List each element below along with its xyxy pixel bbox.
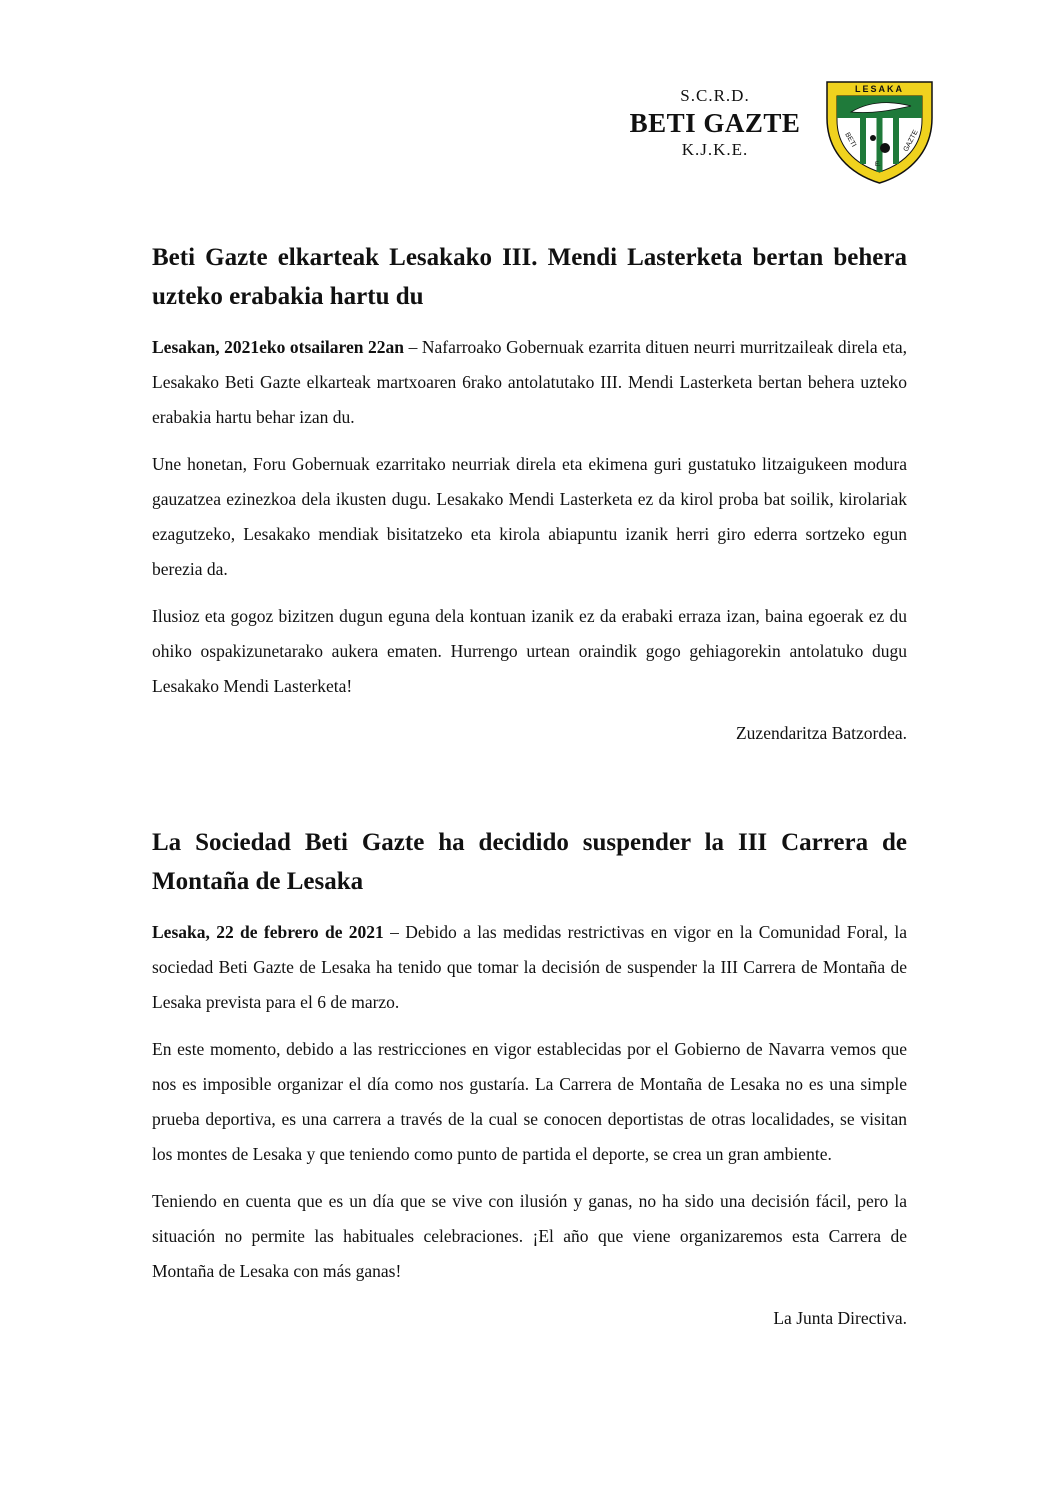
- crest-text-gazte: GAZTE: [902, 129, 920, 153]
- section-divider-space: [152, 751, 907, 823]
- crest-text-lesaka: LESAKA: [854, 84, 905, 94]
- basque-paragraph-1: [152, 330, 907, 435]
- basque-paragraph-2: Une honetan, Foru Gobernuak ezarritako neurriak direla eta ekimena guri gustatuko litzaigukeen modura gauzatzea ezinezkoa dela ikusten dugu. Lesakako Mendi Lasterketa ez da kirol proba bat soilik, kirolariak ezagutzeko, Lesakako mendiak bisitatzeko eta kirola abiapuntu izanik herri giro ederra sortzeko egun berezia da.: [152, 454, 907, 579]
- letterhead: [600, 86, 830, 160]
- basque-paragraph-1-text: – Nafarroako Gobernuak ezarrita dituen neurri murritzaileak direla eta, Lesakako Beti Gazte elkarteak martxoaren 6rako antolatutako III. Mendi Lasterketa bertan behera uzteko erabakia hartu behar izan du.: [152, 337, 907, 427]
- letterhead-kjke: K.J.K.E.: [681, 139, 749, 159]
- letterhead-club-name: BETI GAZTE: [629, 108, 801, 139]
- club-crest-logo: [823, 78, 936, 186]
- spanish-paragraph-3: Teniendo en cuenta que es un día que se vive con ilusión y ganas, no ha sido una decisión fácil, pero la situación no permite las habituales celebraciones. ¡El año que viene organizaremos esta Carrera de Montaña de Lesaka con más ganas!: [152, 1191, 907, 1281]
- basque-paragraph-3: Ilusioz eta gogoz bizitzen dugun eguna dela kontuan izanik ez da erabaki erraza izan, baina egoerak ez du ohiko ospakizunetarako aukera ematen. Hurrengo urtean oraindik gogo gehiagorekin antolatuko dugu Lesakako Mendi Lasterketa!: [152, 606, 907, 696]
- spanish-signature: La Junta Directiva.: [773, 1308, 907, 1328]
- spanish-paragraph-2: En este momento, debido a las restricciones en vigor establecidas por el Gobierno de Navarra vemos que nos es imposible organizar el día como nos gustaría. La Carrera de Montaña de Lesaka no es una simple prueba deportiva, es una carrera a través de la cual se conocen deportistas de otras localidades, se visitan los montes de Lesaka y que teniendo como punto de partida el deporte, se crea un gran ambiente.: [152, 1039, 907, 1164]
- basque-signature: Zuzendaritza Batzordea.: [735, 723, 907, 743]
- spanish-paragraph-1: [152, 915, 907, 1020]
- letterhead-scrd: S.C.R.D.: [680, 86, 750, 105]
- basque-title: Beti Gazte elkarteak Lesakako III. Mendi Lasterketa bertan behera uzteko erabakia hartu du: [152, 244, 907, 310]
- crest-text-e: E.: [875, 162, 881, 168]
- spanish-title: La Sociedad Beti Gazte ha decidido suspender la III Carrera de Montaña de Lesaka: [152, 829, 907, 895]
- spanish-paragraph-1-text: – Debido a las medidas restrictivas en vigor en la Comunidad Foral, la sociedad Beti Gazte de Lesaka ha tenido que tomar la decisión de suspender la III Carrera de Montaña de Lesaka prevista para el 6 de marzo.: [152, 922, 908, 1012]
- crest-text-beti: BETI: [843, 131, 858, 149]
- basque-dateline: Lesakan, 2021eko otsailaren 22an: [152, 337, 405, 357]
- document-body: [152, 238, 907, 1336]
- spanish-dateline: Lesaka, 22 de febrero de 2021: [152, 922, 384, 942]
